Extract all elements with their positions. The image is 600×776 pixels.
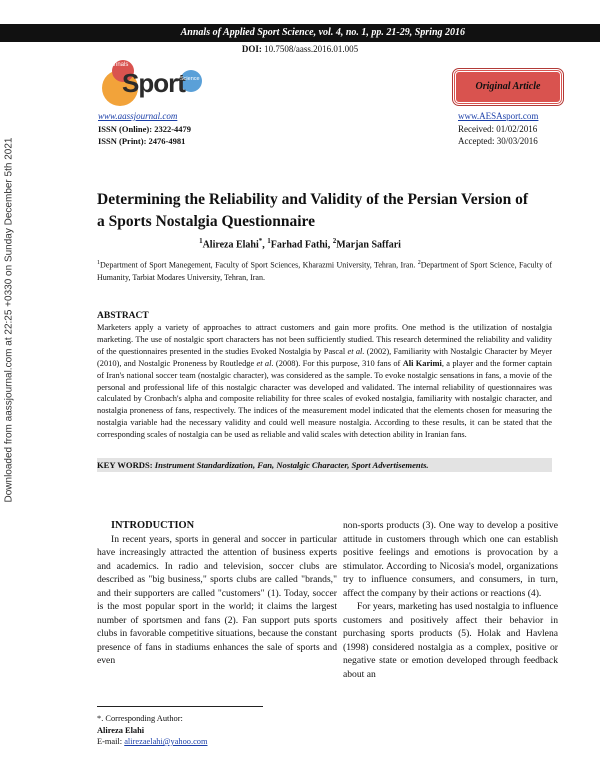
- journal-logo: [100, 60, 206, 106]
- abstract-part-3: (2008). For this purpose, 310 fans of: [273, 358, 403, 368]
- author-3-sup: 2: [332, 237, 337, 245]
- accepted-date: Accepted: 30/03/2016: [458, 136, 538, 146]
- footnote-email-link[interactable]: alirezaelahi@yahoo.com: [124, 737, 208, 746]
- affiliation-1: Department of Sport Manegement, Faculty of Sport Sciences, Kharazmi University, Tehran, Iran.: [100, 260, 416, 270]
- footnote-author-name: Alireza Elahi: [97, 725, 145, 735]
- column-left: [97, 519, 337, 668]
- column-right: [343, 519, 558, 681]
- intro-paragraph-1: In recent years, sports in general and soccer in particular have increasingly attracted the attention of business experts and academics. In radio and television, soccer clubs are described as "big business," sports clubs are called "brands," and their supporters are called "customers" (1). Today, soccer is the most popular sport in the world; it claims the largest number of sportsmen and fans (2). Fan support puts sports clubs in favorable competitive situations, because the constant presence of fans in stadiums enhances the sale of sports and even: [97, 533, 337, 666]
- download-note: Downloaded from aassjournal.com at 22:25 +0330 on Sunday December 5th 2021: [3, 137, 15, 503]
- author-2-name: Farhad Fathi: [270, 239, 328, 251]
- journal-url-link[interactable]: www.aassjournal.com: [98, 111, 178, 121]
- original-article-badge: Original Article: [453, 69, 563, 105]
- journal-line: Annals of Applied Sport Science, vol. 4, no. 1, pp. 21-29, Spring 2016: [180, 27, 465, 38]
- author-2-sup: 1: [267, 237, 271, 245]
- footnote-label: *. Corresponding Author:: [97, 714, 183, 723]
- abstract-heading: ABSTRACT: [97, 311, 149, 321]
- affiliation-1-sup: 1: [97, 260, 100, 266]
- keywords-label: KEY WORDS:: [97, 460, 153, 470]
- affiliation-2-sup: 2: [417, 260, 421, 266]
- journal-header-bar: [0, 24, 600, 42]
- author-list: $^1$Alireza Elahi*, $^1$Farhad Fathi, $^2$Marjan Saffari: [199, 237, 401, 251]
- keywords-bar: [97, 458, 552, 472]
- footnote-email-label: E-mail:: [97, 737, 123, 746]
- abstract-text: [97, 322, 552, 441]
- author-1-name: Alireza Elahi: [202, 239, 259, 251]
- intro-paragraph-3: For years, marketing has used nostalgia to influence customers and positively affect their behavior in purchasing sports products (5). Holak and Havlena (1998) considered nostalgia as a complex, positive or negative state or emotion developed through feedback about an: [343, 601, 558, 680]
- abstract-bold-name: Ali Karimi: [402, 358, 442, 368]
- issn-online-value: 2322-4479: [154, 124, 192, 134]
- keywords-text: Instrument Standardization, Fan, Nostalgic Character, Sport Advertisements.: [154, 460, 429, 470]
- doi-label: DOI:: [241, 44, 262, 54]
- author-1-mark: *: [258, 237, 263, 245]
- paper-title: Determining the Reliability and Validity of the Persian Version of a Sports Nostalgia Questionnaire: [97, 191, 528, 230]
- abstract-et-al-1: et al.: [347, 346, 365, 356]
- received-date: Received: 01/02/2016: [458, 124, 538, 134]
- logo-word: Sport: [122, 68, 185, 98]
- footnote-email-line: [97, 736, 337, 748]
- abstract-part-2: (2002), Familiarity with Nostalgic Character by Meyer (2010), and Nostalgic Proneness by Routledge: [97, 346, 553, 368]
- issn-online: [98, 124, 191, 134]
- logo-small-top: Annals: [110, 62, 129, 68]
- intro-paragraph-continued: non-sports products (3). One way to develop a positive attitude in customers through which one can establish positive feelings and emotions is provocation by a stimulator. According to Nicosia's model, organizations try to influence consumers, and consumers, in turn, affect the company by their actions or reactions (4).: [343, 520, 558, 599]
- download-sidebar: [0, 100, 18, 540]
- abstract-part-1: Marketers apply a variety of approaches to attract customers and gain more profits. One method is the utilization of nostalgia marketing. The use of nostalgic sport characters has not been sufficiently studied. This research determined the reliability and validity of the questionnaires presented in the studies Evoked Nostalgia by Pascal: [97, 323, 552, 356]
- corresponding-author-footnote: [97, 713, 337, 748]
- author-1-sup: 1: [199, 237, 203, 245]
- affiliations: [97, 257, 552, 284]
- introduction-heading: INTRODUCTION: [111, 520, 195, 531]
- issn-print: [98, 136, 185, 146]
- issn-print-label: ISSN (Print):: [98, 136, 147, 146]
- abstract-et-al-2: et al.: [256, 358, 274, 368]
- doi-value: 10.7508/aass.2016.01.005: [264, 44, 359, 54]
- footnote-divider: [97, 706, 263, 707]
- author-3-name: Marjan Saffari: [336, 239, 401, 251]
- doi-line: [0, 44, 600, 54]
- affiliation-2: Department of Sport Science, Faculty of Humanity, Tarbiat Modares University, Tehran, Iran.: [97, 260, 553, 282]
- issn-online-label: ISSN (Online):: [98, 124, 153, 134]
- publisher-url-link[interactable]: www.AESAsport.com: [458, 111, 539, 121]
- logo-small-side: Science: [180, 76, 200, 82]
- abstract-part-4: , a player and the former captain of Iran's national soccer team (nostalgic character), was considered as the sample. To evoke nostalgic sensations in fans, a movie of the personal and professional life of this nostalgic character was developed and validated. The internal reliability of questionnaires was calculated by Cronbach's alpha and composite reliability for three scales of evoked nostalgia, familiarity with nostalgic character, and nostalgia proneness of fans, respectively. The indices of the measurement model indicated that the elements chosen for measuring the nostalgia variable had the necessary validity and could well measure nostalgia. According to these results, it can be stated that the corresponding scales of nostalgia can be used as reliable and valid scales with detection ability in Iranian fans.: [97, 358, 552, 440]
- issn-print-value: 2476-4981: [148, 136, 186, 146]
